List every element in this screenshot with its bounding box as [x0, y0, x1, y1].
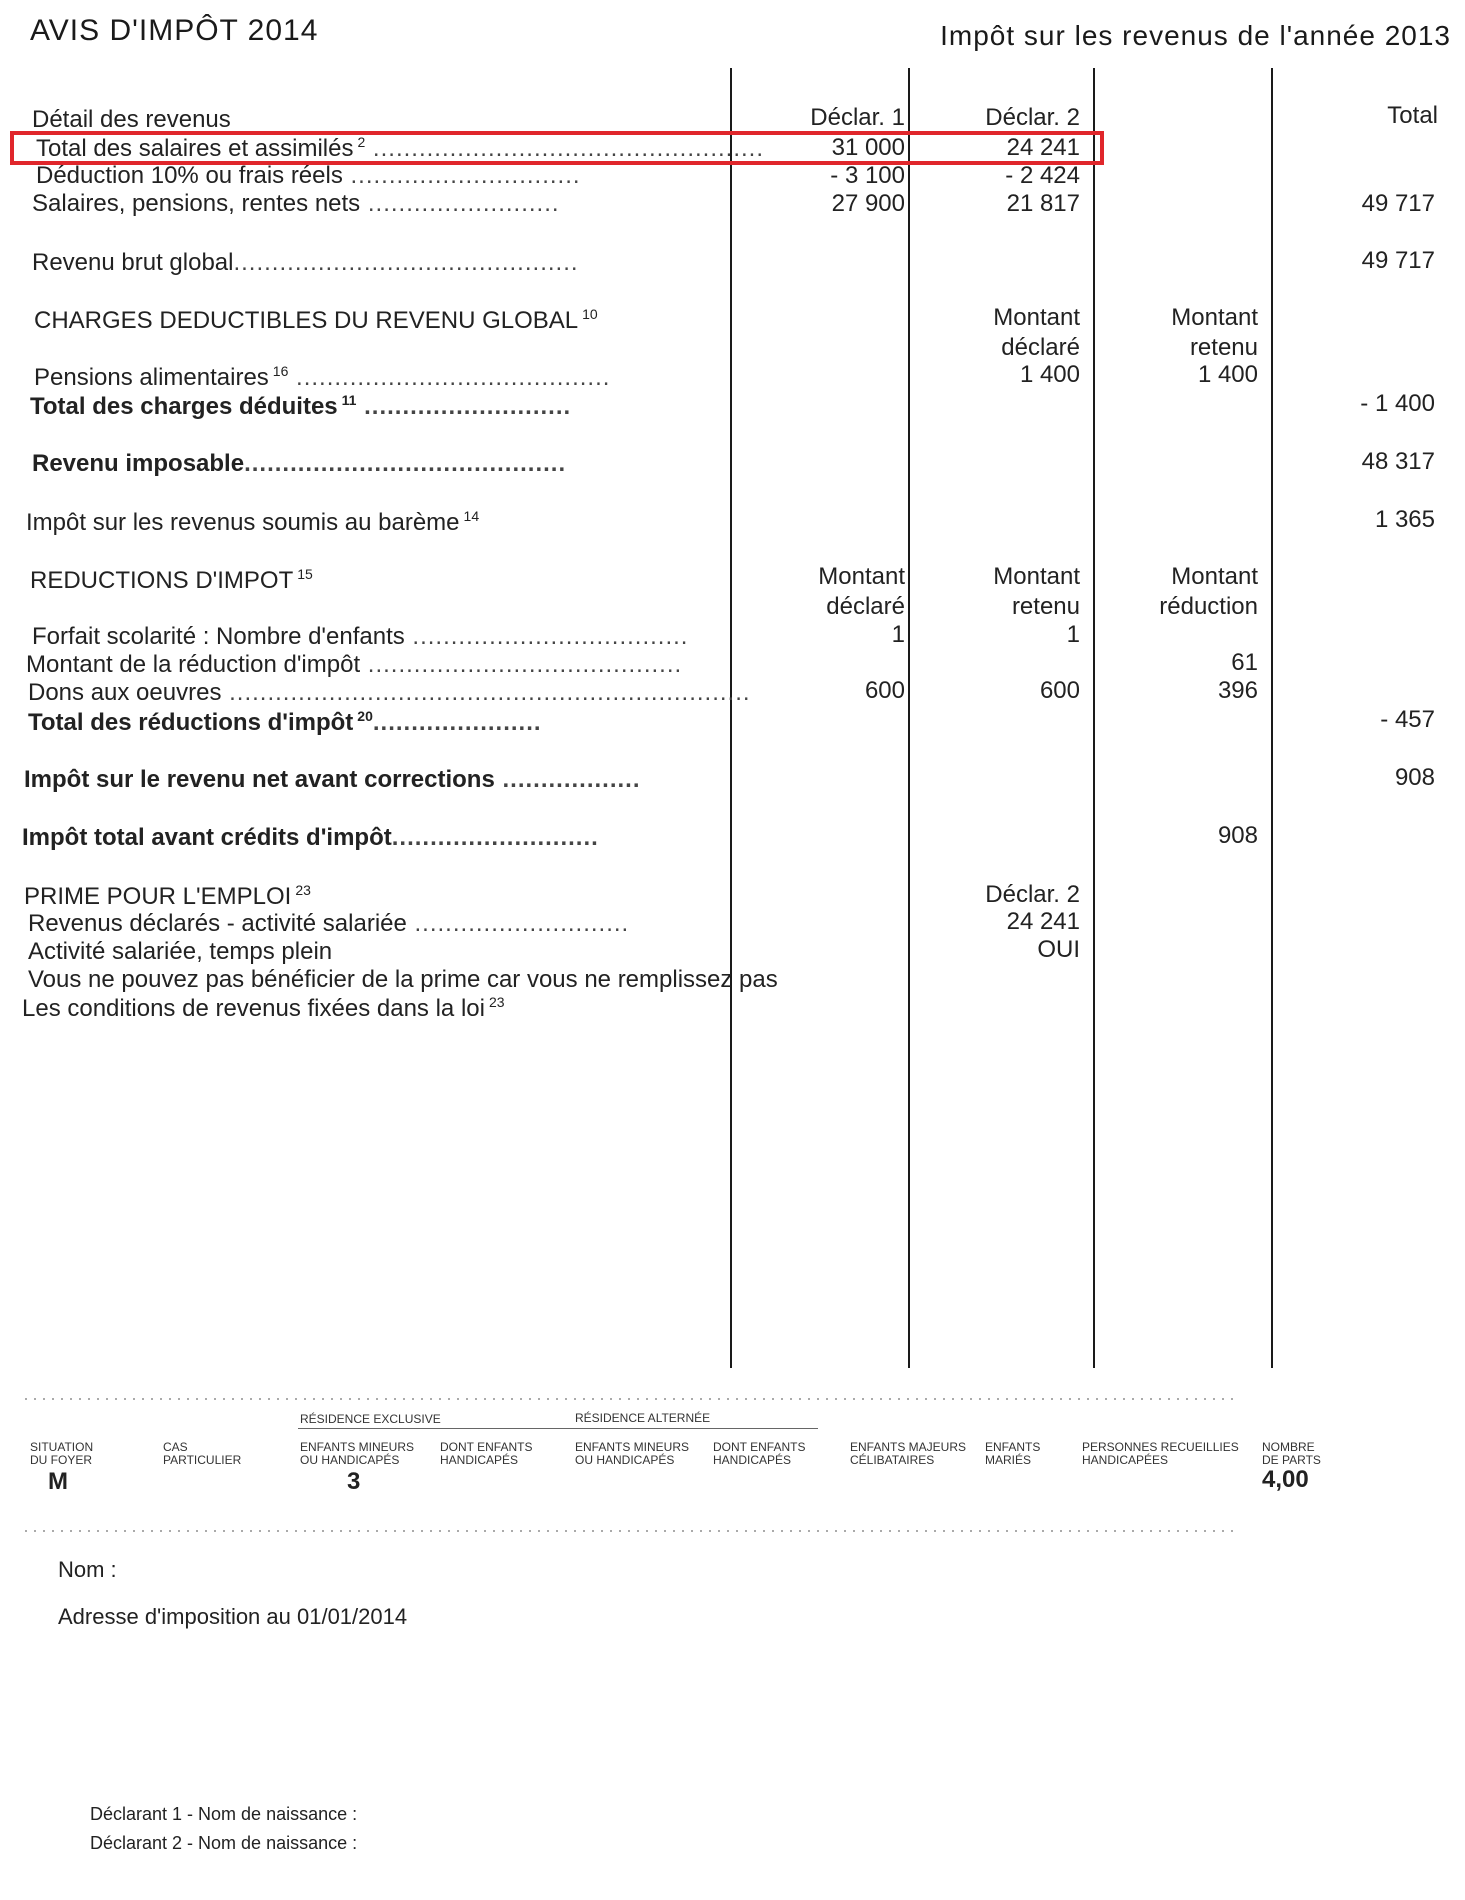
value-prime-activite: OUI	[1037, 936, 1080, 963]
section-title-revenus: Détail des revenus	[32, 106, 231, 133]
row-label-total-charges: Total des charges déduites $^{11}$ ...........................	[30, 392, 572, 420]
row-label-total-reductions: Total des réductions d'impôt $^{20}$......................	[28, 708, 542, 736]
nombre-parts-value: 4,00	[1262, 1466, 1309, 1493]
enfants-maries-label: ENFANTS MARIÉS	[985, 1440, 1041, 1467]
value-total-reductions: - 457	[1380, 706, 1435, 733]
scan-noise	[25, 1398, 1235, 1400]
enfants-majeurs-label: ENFANTS MAJEURS CÉLIBATAIRES	[850, 1440, 967, 1467]
value-salaires-d1: 31 000	[831, 134, 905, 161]
scan-noise	[25, 1530, 1235, 1532]
value-nets-d2: 21 817	[1006, 190, 1080, 217]
column-header-declar1: Déclar. 1	[810, 104, 905, 131]
section-title-prime: PRIME POUR L'EMPLOI $^{23}$	[24, 882, 311, 910]
enfants-mineurs-value: 3	[347, 1468, 361, 1495]
column-header-total: Total	[1387, 102, 1438, 129]
column-divider	[1271, 68, 1273, 1368]
value-dons-retenu: 600	[1039, 677, 1080, 704]
notice-title: AVIS D'IMPÔT 2014	[30, 14, 319, 47]
value-impot-total: 908	[1217, 822, 1258, 849]
row-label-impot-net: Impôt sur le revenu net avant corrections ..................	[24, 766, 641, 793]
situation-foyer-value: M	[48, 1468, 68, 1495]
nombre-parts-label: NOMBRE DE PARTS	[1262, 1440, 1321, 1467]
value-dons-declare: 600	[864, 677, 905, 704]
row-label-pensions: Pensions alimentaires $^{16}$ .........................................	[34, 363, 611, 391]
value-deduction-d2: - 2 424	[1005, 162, 1080, 189]
reductions-header-reduction: Montant réduction	[1159, 563, 1258, 620]
charges-header-retenu: Montant retenu	[1171, 304, 1258, 361]
row-label-impot-bareme: Impôt sur les revenus soumis au barème $^{14}$	[26, 508, 480, 536]
personnes-recueillies-label: PERSONNES RECUEILLIES HANDICAPÉES	[1082, 1440, 1239, 1467]
value-impot-net: 908	[1394, 764, 1435, 791]
column-divider	[730, 68, 732, 1368]
row-label-dons: Dons aux oeuvres ....................................................................	[28, 679, 751, 706]
income-year-title: Impôt sur les revenus de l'année 2013	[940, 20, 1451, 51]
nom-label: Nom :	[58, 1557, 117, 1582]
cas-particulier-label: CAS PARTICULIER	[163, 1440, 242, 1467]
residence-alternee-label: RÉSIDENCE ALTERNÉE	[575, 1411, 711, 1425]
prime-message-line2: Les conditions de revenus fixées dans la loi $^{23}$	[22, 994, 505, 1022]
row-label-deduction: Déduction 10% ou frais réels ..............................	[36, 162, 581, 189]
reductions-header-declare: Montant déclaré	[818, 563, 905, 620]
dont-handicapes-label: DONT ENFANTS HANDICAPÉS	[440, 1440, 533, 1467]
reductions-header-retenu: Montant retenu	[993, 563, 1080, 620]
value-pensions-retenu: 1 400	[1197, 361, 1258, 388]
value-prime-revenus: 24 241	[1006, 908, 1080, 935]
value-forfait-retenu: 1	[1066, 621, 1080, 648]
value-total-charges: - 1 400	[1360, 390, 1435, 417]
value-imposable: 48 317	[1361, 448, 1435, 475]
row-label-brut-global: Revenu brut global.............................................	[32, 249, 579, 276]
charges-header-declare: Montant déclaré	[993, 304, 1080, 361]
value-montant-reduction: 61	[1231, 649, 1258, 676]
row-label-prime-activite: Activité salariée, temps plein	[28, 938, 333, 965]
value-impot-bareme: 1 365	[1374, 506, 1435, 533]
row-label-salaires: Total des salaires et assimilés $^2$ ...................................................	[36, 134, 764, 162]
enfants-mineurs-label: ENFANTS MINEURS OU HANDICAPÉS	[300, 1440, 415, 1467]
residence-divider	[298, 1428, 818, 1429]
value-deduction-d1: - 3 100	[830, 162, 905, 189]
column-divider	[908, 68, 910, 1368]
residence-exclusive-label: RÉSIDENCE EXCLUSIVE	[300, 1412, 441, 1426]
prime-header-declar2: Déclar. 2	[985, 881, 1080, 908]
value-salaires-d2: 24 241	[1006, 134, 1080, 161]
row-label-imposable: Revenu imposable..........................................	[32, 450, 567, 477]
value-nets-total: 49 717	[1361, 190, 1435, 217]
alt-enfants-mineurs-label: ENFANTS MINEURS OU HANDICAPÉS	[575, 1440, 690, 1467]
declarant2-nom-naissance: Déclarant 2 - Nom de naissance :	[90, 1833, 358, 1853]
section-title-charges: CHARGES DEDUCTIBLES DU REVENU GLOBAL $^{10}$	[34, 306, 598, 334]
alt-dont-handicapes-label: DONT ENFANTS HANDICAPÉS	[713, 1440, 806, 1467]
value-dons-reduction: 396	[1217, 677, 1258, 704]
value-forfait-declare: 1	[891, 621, 905, 648]
adresse-label: Adresse d'imposition au 01/01/2014	[58, 1604, 408, 1629]
row-label-prime-revenus: Revenus déclarés - activité salariée ............................	[28, 910, 630, 937]
declarant1-nom-naissance: Déclarant 1 - Nom de naissance :	[90, 1804, 358, 1824]
value-brut-global: 49 717	[1361, 247, 1435, 274]
section-title-reductions: REDUCTIONS D'IMPOT $^{15}$	[30, 566, 313, 594]
column-divider	[1093, 68, 1095, 1368]
column-header-declar2: Déclar. 2	[985, 104, 1080, 131]
row-label-forfait-scolarite: Forfait scolarité : Nombre d'enfants ....................................	[32, 623, 689, 650]
value-pensions-declare: 1 400	[1019, 361, 1080, 388]
row-label-impot-total: Impôt total avant crédits d'impôt...........................	[22, 824, 599, 851]
row-label-montant-reduction: Montant de la réduction d'impôt .........................................	[26, 651, 683, 678]
value-nets-d1: 27 900	[831, 190, 905, 217]
prime-message-line1: Vous ne pouvez pas bénéficier de la prime car vous ne remplissez pas	[28, 966, 778, 993]
row-label-nets: Salaires, pensions, rentes nets .........................	[32, 190, 560, 217]
situation-foyer-label: SITUATION DU FOYER	[30, 1440, 94, 1467]
